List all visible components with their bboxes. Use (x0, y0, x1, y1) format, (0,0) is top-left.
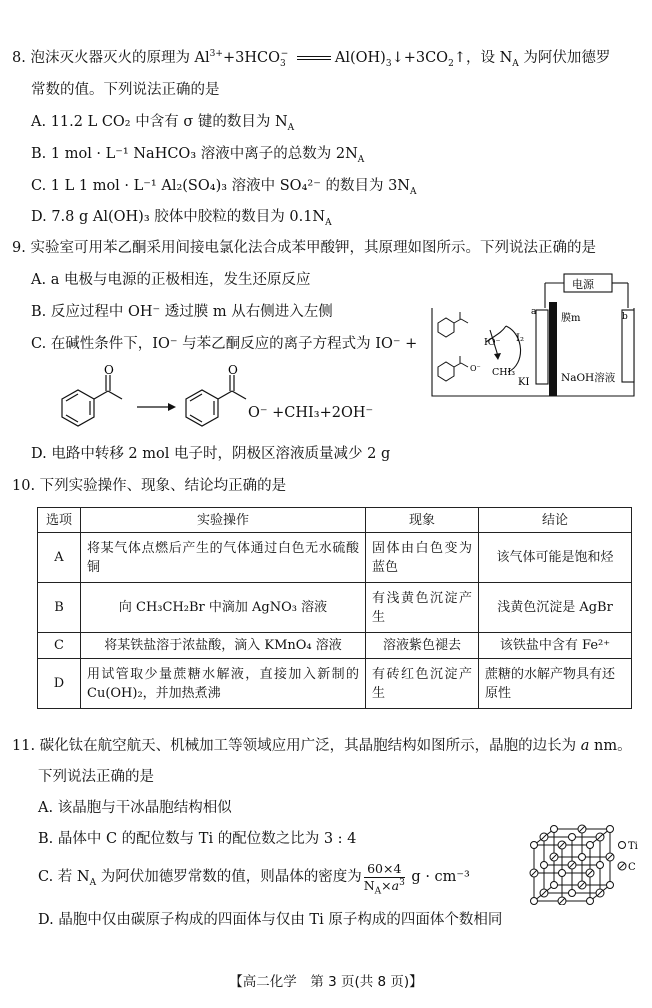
electrode-a-label: a (531, 307, 537, 317)
q8-option-a: A. 11.2 L CO₂ 中含有 σ 键的数目为 $N_A$ (31, 114, 295, 133)
q11-option-d: D. 晶胞中仅由碳原子构成的四面体与仅由 Ti 原子构成的四面体个数相同 (38, 912, 503, 928)
table-cell: D (38, 659, 81, 709)
crystal-cell-diagram (526, 823, 644, 905)
q8-option-d: D. 7.8 g Al(OH)₃ 胶体中胶粒的数目为 $0.1N_A$ (31, 209, 332, 228)
q9-option-d: D. 电路中转移 2 mol 电子时，阴极区溶液质量减少 2 g (31, 446, 391, 462)
density-fraction: $\frac{60\times 4}{N_A\times a^3}$ (363, 860, 405, 896)
membrane-label: 膜m (561, 313, 581, 324)
legend-c-label: C (628, 862, 636, 873)
table-cell: 溶液紫色褪去 (366, 633, 479, 659)
q9-stem: 9. 实验室可用苯乙酮采用间接电氯化法合成苯甲酸钾，其原理如图所示。下列说法正确的是 (12, 240, 596, 256)
table-cell: 固体由白色变为蓝色 (366, 533, 479, 583)
table-cell: 有浅黄色沉淀产生 (366, 583, 479, 633)
page-footer: 【高二化学 第 3 页(共 8 页)】 (229, 974, 423, 990)
table-cell: 有砖红色沉淀产生 (366, 659, 479, 709)
benzoate-structure (186, 375, 246, 426)
table-row (38, 633, 632, 659)
table-cell: 该铁盐中含有 Fe²⁺ (479, 633, 632, 659)
q8-option-b: B. 1 mol · L⁻¹ NaHCO₃ 溶液中离子的总数为 $2N_A$ (31, 146, 365, 165)
q9-equation-products: O⁻ +CHI₃+2OH⁻ (248, 405, 374, 421)
table-cell: 浅黄色沉淀是 AgBr (479, 583, 632, 633)
q11-stem-line2: 下列说法正确的是 (38, 769, 154, 785)
legend-ti-symbol (619, 842, 626, 849)
table-cell: 蔗糖的水解产物具有还原性 (479, 659, 632, 709)
chi3-label: CHI₃ (492, 367, 516, 378)
svg-text:O: O (104, 365, 114, 377)
io-label: IO⁻ (484, 337, 501, 348)
table-row (38, 583, 632, 633)
q9-reaction-equation (40, 365, 360, 437)
table-cell: 向 CH₃CH₂Br 中滴加 AgNO₃ 溶液 (81, 583, 366, 633)
table-header-row (38, 508, 632, 533)
membrane-m (549, 302, 557, 396)
diagram-benzoate (438, 356, 468, 381)
ki-label: KI (518, 377, 530, 388)
q10-table (37, 507, 632, 709)
diagram-acetophenone (438, 312, 468, 337)
q9-option-a: A. a 电极与电源的正极相连，发生还原反应 (31, 272, 311, 288)
acetophenone-structure (62, 375, 122, 426)
q8-stem-line1: 8. 泡沫灭火器灭火的原理为 $Al^{3+}+3HCO_3^-$ $Al(OH)_3↓+3CO_2↑$，设 $N_A$ 为阿伏加德罗 (12, 49, 611, 69)
q8-option-c: C. 1 L 1 mol · L⁻¹ Al₂(SO₄)₃ 溶液中 SO₄²⁻ 的数目为 $3N_A$ (31, 178, 417, 197)
table-row (38, 533, 632, 583)
q9-option-c: C. 在碱性条件下，IO⁻ 与苯乙酮反应的离子方程式为 IO⁻ + (31, 336, 418, 352)
table-cell: 将某铁盐溶于浓盐酸，滴入 KMnO₄ 溶液 (81, 633, 366, 659)
table-cell: 将某气体点燃后产生的气体通过白色无水硫酸铜 (81, 533, 366, 583)
q11-option-a: A. 该晶胞与干冰晶胞结构相似 (38, 800, 232, 816)
header-option: 选项 (38, 508, 81, 533)
i2-label: I₂ (516, 333, 524, 344)
header-conclusion: 结论 (479, 508, 632, 533)
power-label: 电源 (572, 278, 594, 291)
table-row (38, 659, 632, 709)
table-cell: 用试管取少量蔗糖水解液，直接加入新制的Cu(OH)₂，并加热煮沸 (81, 659, 366, 709)
table-cell: C (38, 633, 81, 659)
q8-stem-line2: 常数的值。下列说法正确的是 (31, 82, 220, 98)
q11-stem-line1: 11. 碳化钛在航空航天、机械加工等领域应用广泛，其晶胞结构如图所示，晶胞的边长为 a nm。 (12, 738, 632, 754)
electrolysis-diagram (428, 268, 640, 400)
header-phenomenon: 现象 (366, 508, 479, 533)
header-operation: 实验操作 (81, 508, 366, 533)
q9-option-b: B. 反应过程中 OH⁻ 透过膜 m 从右侧进入左侧 (31, 304, 333, 320)
q11-option-c: C. 若 $N_A$ 为阿伏加德罗常数的值，则晶体的密度为 $\frac{60\times 4}{N_A\times a^3}$ g · cm⁻³ (38, 860, 470, 896)
o-minus-label: O⁻ (470, 364, 481, 373)
q10-stem: 10. 下列实验操作、现象、结论均正确的是 (12, 478, 287, 494)
table-cell: A (38, 533, 81, 583)
naoh-label: NaOH溶液 (561, 372, 616, 384)
electrode-b-label: b (622, 312, 628, 322)
q11-option-b: B. 晶体中 C 的配位数与 Ti 的配位数之比为 3 : 4 (38, 831, 357, 847)
svg-text:O: O (228, 365, 238, 377)
table-cell: B (38, 583, 81, 633)
legend-ti-label: Ti (628, 841, 638, 852)
table-cell: 该气体可能是饱和烃 (479, 533, 632, 583)
